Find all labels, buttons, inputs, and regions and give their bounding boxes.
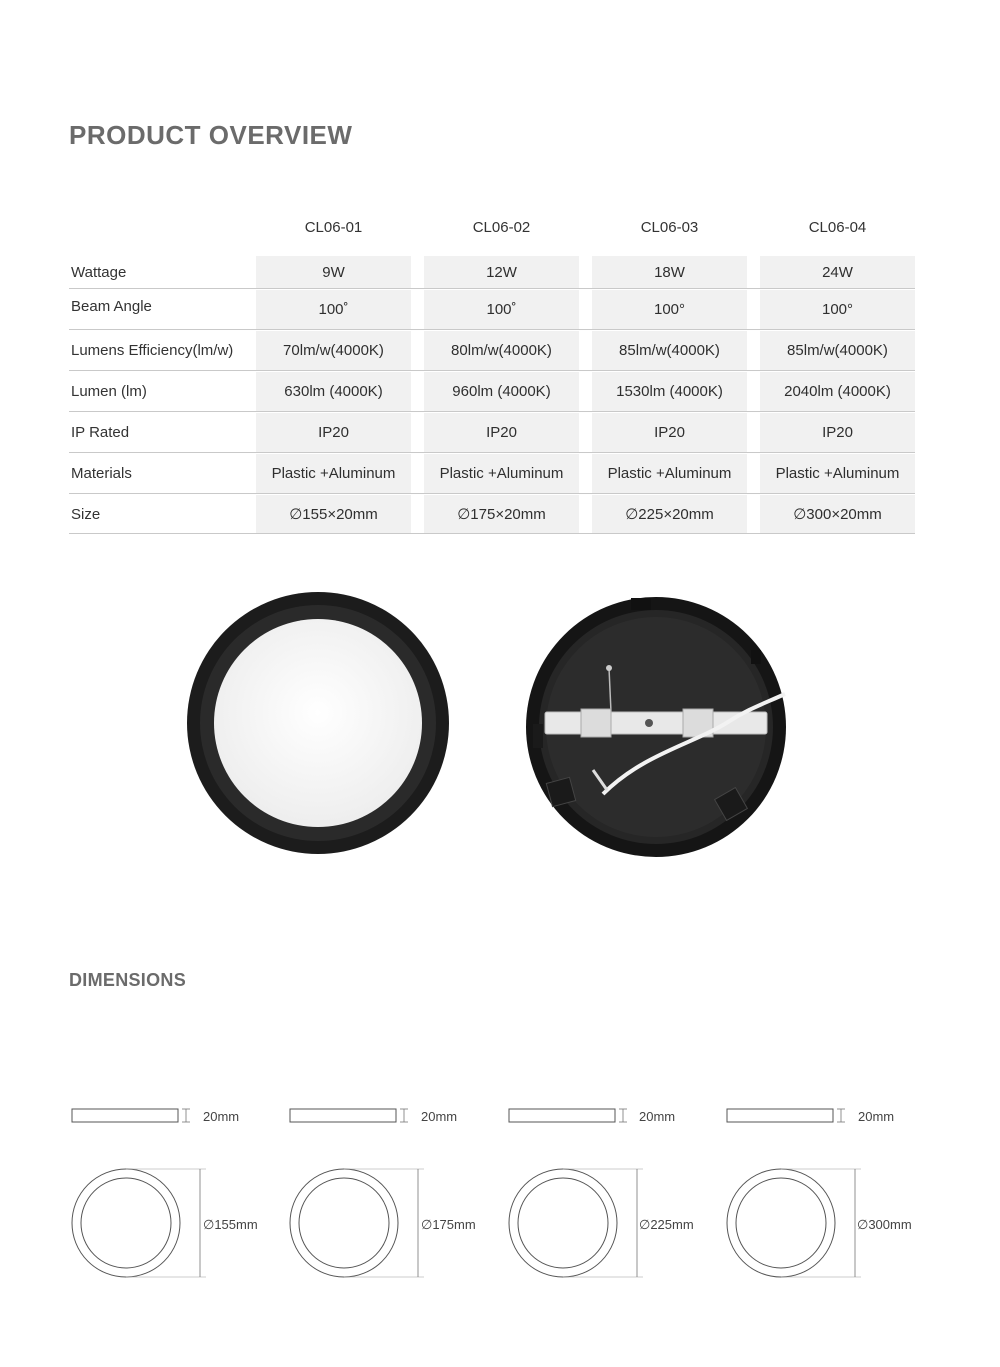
table-row-size (69, 495, 915, 534)
diameter-label: ∅175mm (421, 1217, 476, 1232)
dimension-drawing (507, 1106, 647, 1282)
table-cell: ∅155×20mm (256, 495, 411, 533)
table-cell: 12W (424, 256, 579, 288)
table-row-wattage (69, 256, 915, 289)
row-label: Beam Angle (71, 298, 152, 315)
table-cell: 100˚ (256, 290, 411, 329)
table-cell: 630lm (4000K) (256, 372, 411, 411)
table-cell: Plastic +Aluminum (256, 454, 411, 493)
dimension-drawing (725, 1106, 865, 1282)
dimension-drawing (70, 1106, 210, 1282)
row-label: IP Rated (71, 424, 130, 441)
row-label: Materials (71, 465, 132, 482)
spec-table-header (69, 210, 915, 246)
table-row-materials (69, 454, 915, 494)
page-title: PRODUCT OVERVIEW (69, 120, 353, 150)
table-cell: Plastic +Aluminum (424, 454, 579, 493)
table-cell: 85lm/w(4000K) (760, 331, 915, 370)
model-header: CL06-03 (640, 219, 699, 236)
table-cell: IP20 (760, 413, 915, 452)
table-cell: 85lm/w(4000K) (592, 331, 747, 370)
table-cell: 100° (592, 290, 747, 329)
table-cell: IP20 (592, 413, 747, 452)
table-cell: 100˚ (424, 290, 579, 329)
table-cell: ∅300×20mm (760, 495, 915, 533)
diameter-label: ∅300mm (857, 1217, 912, 1232)
table-cell: IP20 (256, 413, 411, 452)
table-cell: Plastic +Aluminum (592, 454, 747, 493)
table-cell: ∅175×20mm (424, 495, 579, 533)
table-cell: IP20 (424, 413, 579, 452)
table-cell: 100° (760, 290, 915, 329)
model-header: CL06-01 (304, 219, 363, 236)
table-cell: 960lm (4000K) (424, 372, 579, 411)
table-cell: 9W (256, 256, 411, 288)
fixture-front-image (185, 590, 451, 856)
diameter-label: ∅155mm (203, 1217, 258, 1232)
table-cell: ∅225×20mm (592, 495, 747, 533)
table-row-lumen (69, 372, 915, 412)
row-label: Lumens Efficiency(lm/w) (71, 342, 234, 359)
table-cell: 2040lm (4000K) (760, 372, 915, 411)
model-header: CL06-02 (472, 219, 531, 236)
table-cell: 1530lm (4000K) (592, 372, 747, 411)
table-row-beam-angle (69, 290, 915, 330)
table-cell: 18W (592, 256, 747, 288)
dimensions-title: DIMENSIONS (69, 970, 187, 990)
table-cell: 24W (760, 256, 915, 288)
row-label: Size (71, 505, 101, 523)
table-cell: 70lm/w(4000K) (256, 331, 411, 370)
height-label: 20mm (421, 1109, 458, 1124)
table-row-lumens-efficiency (69, 331, 915, 371)
table-cell: 80lm/w(4000K) (424, 331, 579, 370)
row-label: Lumen (lm) (71, 383, 147, 400)
dimension-drawings (0, 1090, 1000, 1300)
table-row-ip-rated (69, 413, 915, 453)
model-header: CL06-04 (808, 219, 867, 236)
dimension-drawing (288, 1106, 428, 1282)
fixture-back-image (523, 594, 789, 860)
height-label: 20mm (858, 1109, 895, 1124)
height-label: 20mm (203, 1109, 240, 1124)
row-label: Wattage (71, 263, 127, 281)
table-cell: Plastic +Aluminum (760, 454, 915, 493)
height-label: 20mm (639, 1109, 676, 1124)
diameter-label: ∅225mm (639, 1217, 694, 1232)
